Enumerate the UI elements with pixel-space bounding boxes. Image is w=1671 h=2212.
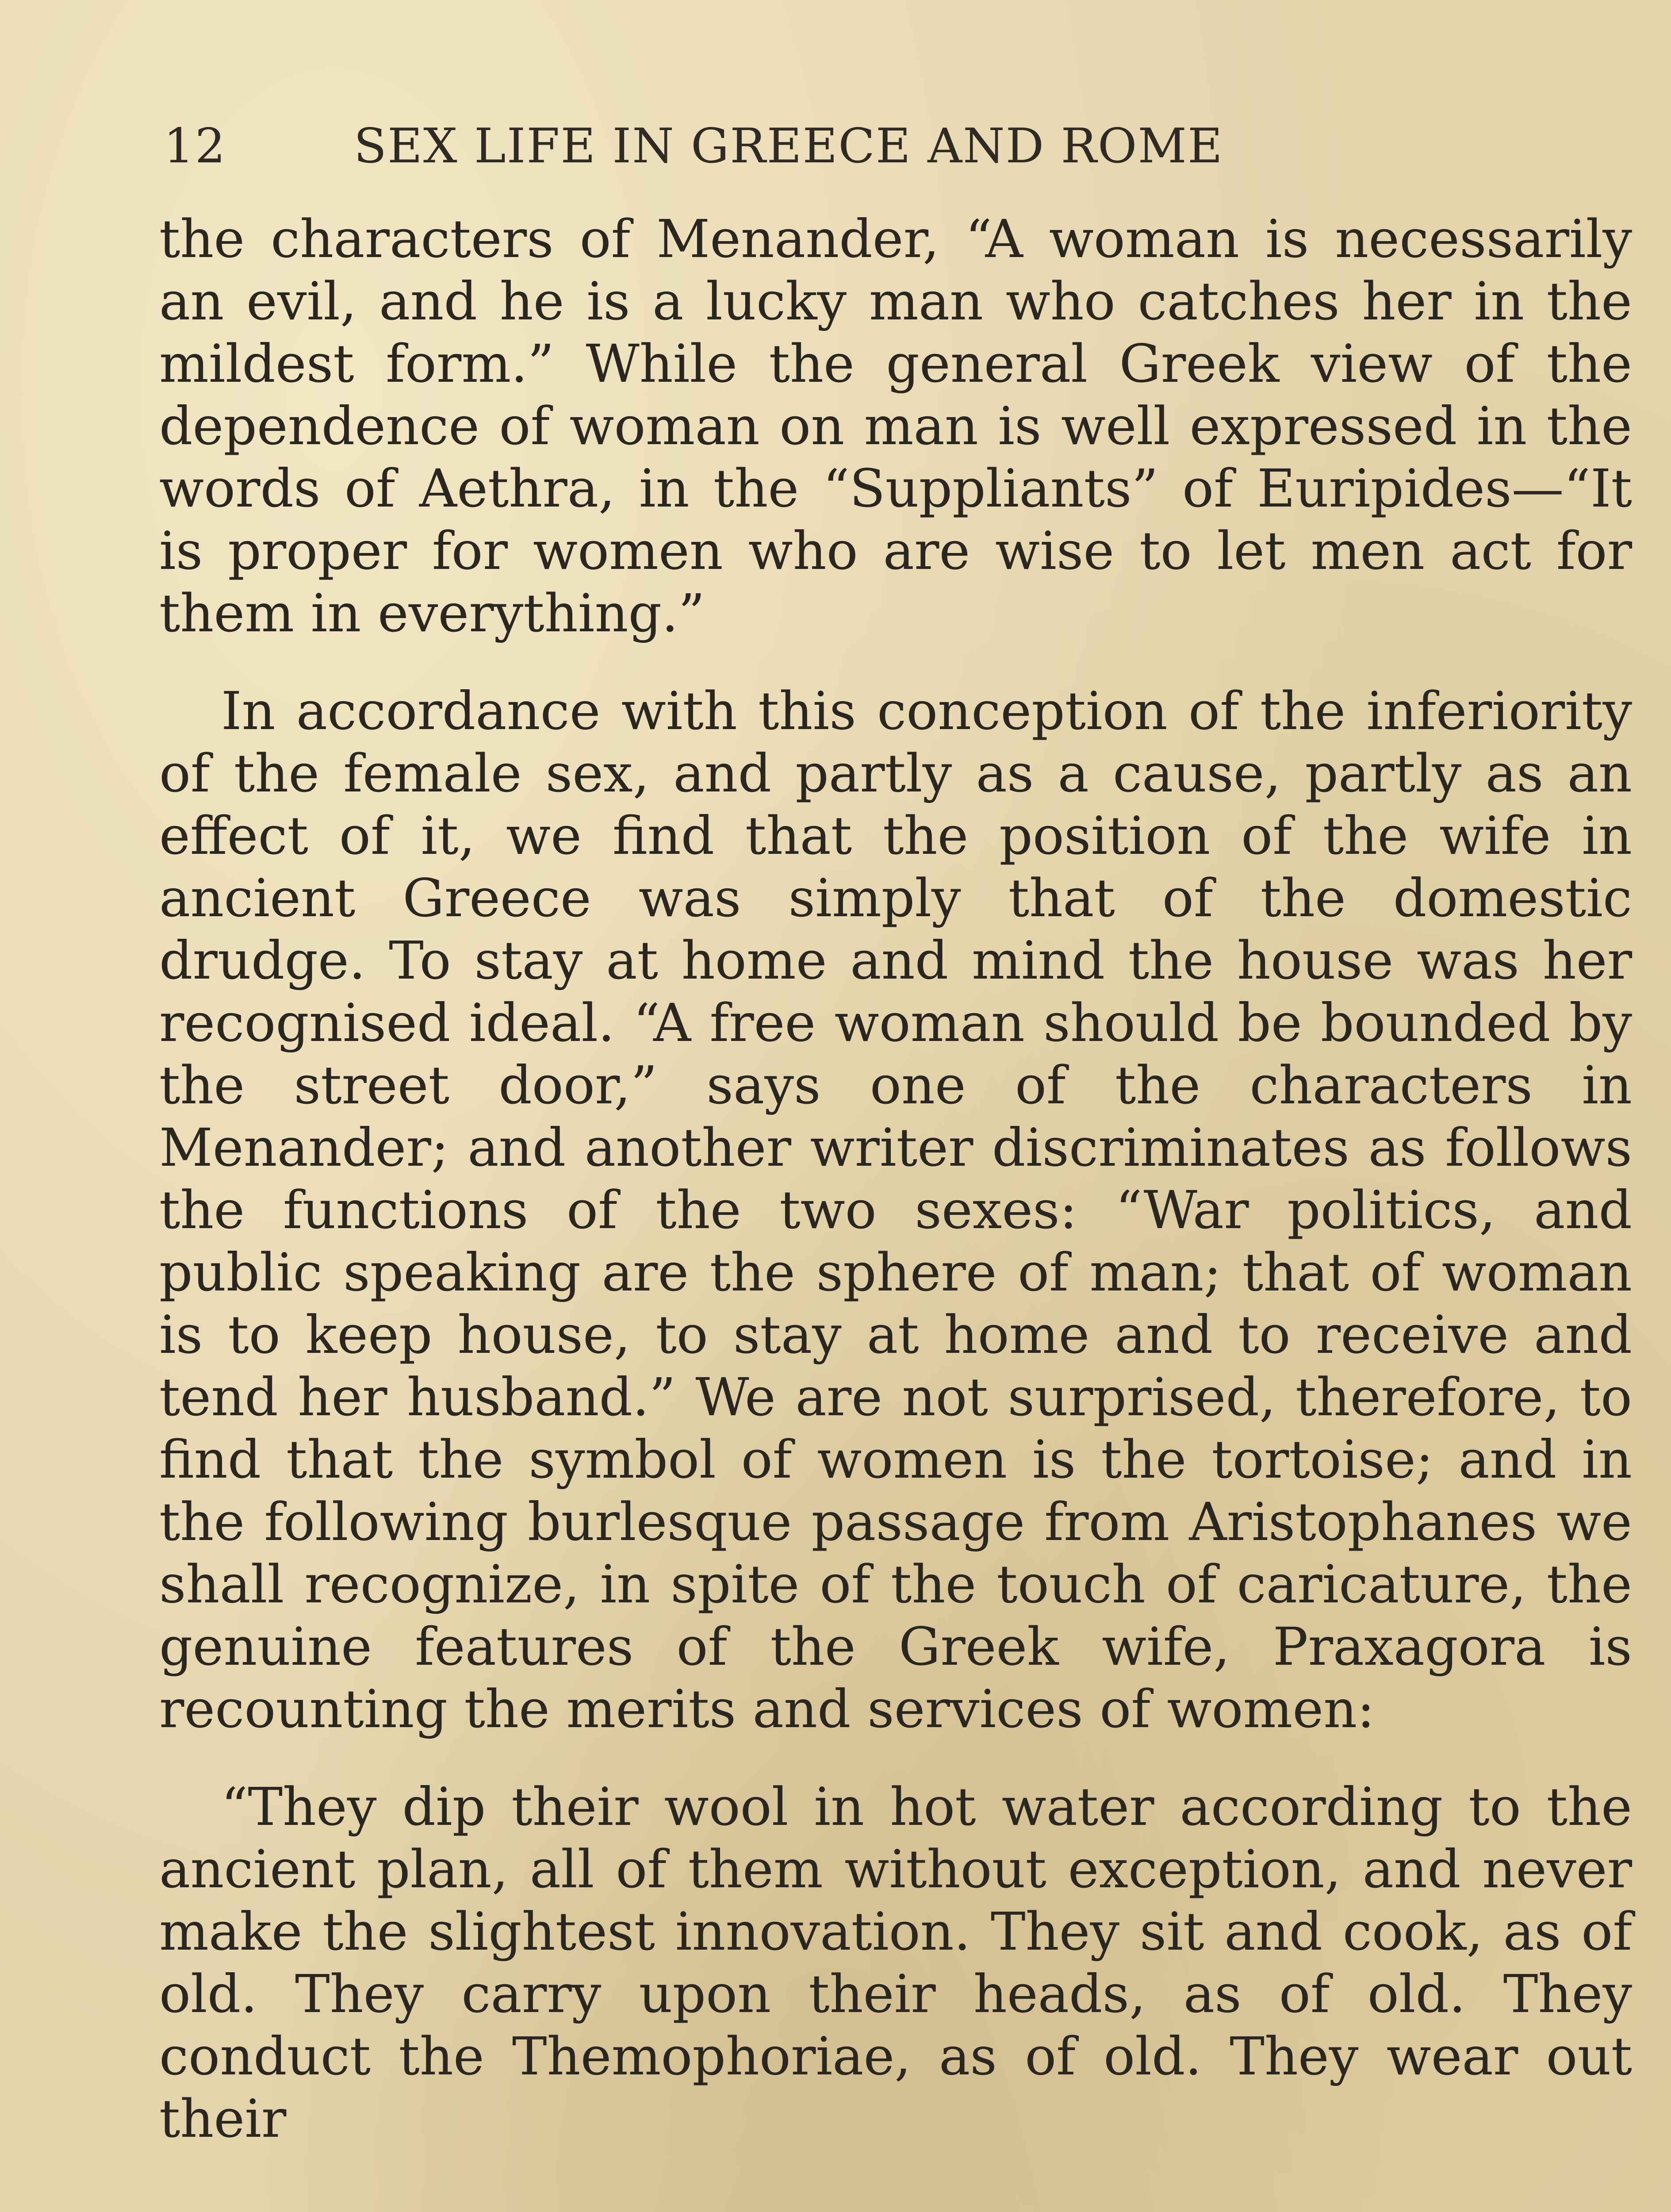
paragraph: In accordance with this conception of the inferiority of the female sex, and partly as a cause, partly as an effect of it, we find that the position of the wife in ancient Greece was simply that of the domestic drudge. To stay at home and mind the house was her recognised ideal. “A free woman should be bounded by the street door,” says one of the characters in Menander; and another writer discriminates as follows the functions of the two sexes: “War politics, and public speaking are the sphere of man; that of woman is to keep house, to stay at home and to receive and tend her husband.” We are not surprised, therefore, to find that the symbol of women is the tortoise; and in the following burlesque passage from Aristophanes we shall recognize, in spite of the touch of caricature, the genuine features of the Greek wife, Praxagora is recounting the merits and services of women: xyxy=(159,680,1632,1740)
page-header xyxy=(164,111,1451,181)
running-title: SEX LIFE IN GREECE AND ROME xyxy=(354,118,1223,174)
page-number: 12 xyxy=(164,118,226,174)
paragraph-quote: “They dip their wool in hot water according to the ancient plan, all of them without exception, and never make the slightest innovation. They sit and cook, as of old. They carry upon their heads, as of old. They conduct the Themophoriae, as of old. They wear out their xyxy=(159,1776,1632,2149)
paragraph-continuation: the characters of Menander, “A woman is necessarily an evil, and he is a lucky man who catches her in the mildest form.” While the general Greek view of the dependence of woman on man is well expressed in the words of Aethra, in the “Suppliants” of Euripides—“It is proper for women who are wise to let men act for them in everything.” xyxy=(159,208,1632,644)
body-text xyxy=(159,208,1632,2185)
